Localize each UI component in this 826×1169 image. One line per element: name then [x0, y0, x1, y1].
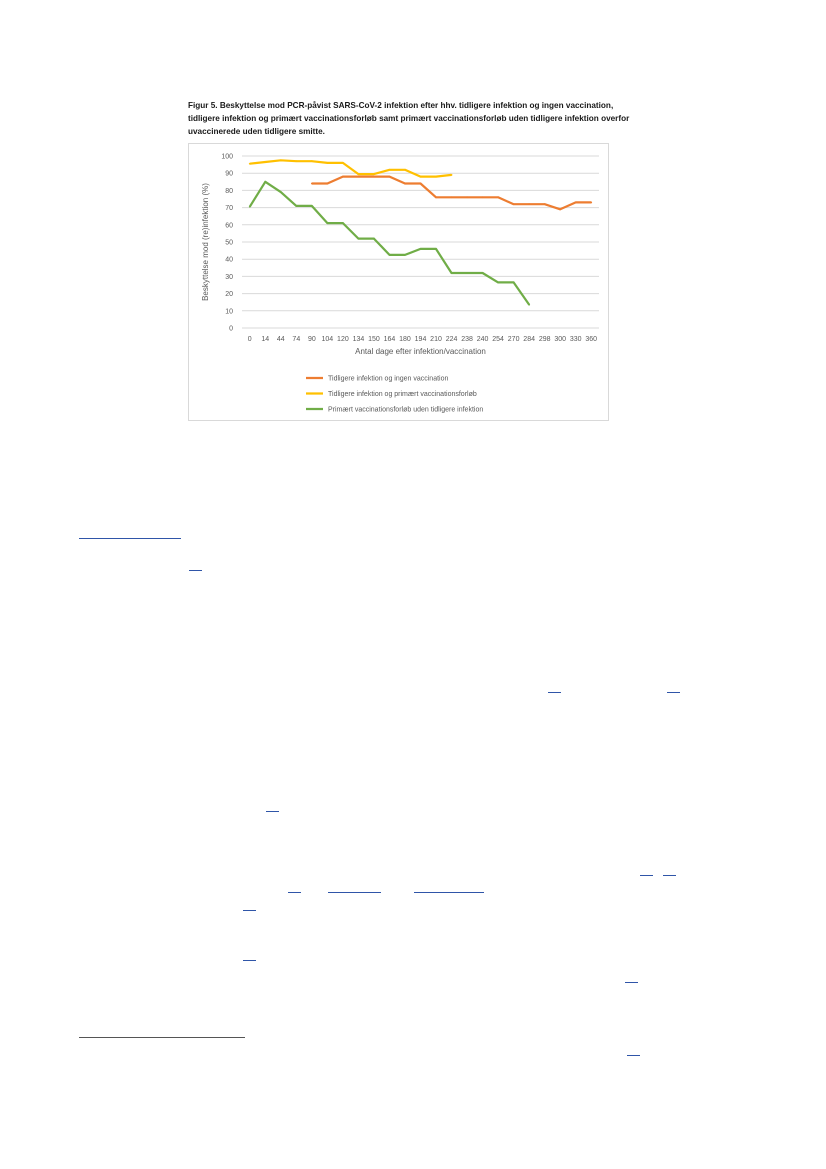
- data-point: [497, 282, 499, 284]
- x-tick-label: 150: [368, 336, 380, 343]
- x-tick-label: 330: [569, 336, 582, 343]
- y-tick-label: 30: [225, 273, 233, 281]
- data-point: [373, 176, 375, 178]
- footnote-ref-link[interactable]: [667, 692, 680, 693]
- x-tick-label: 240: [476, 336, 489, 343]
- data-point: [264, 161, 266, 163]
- data-point: [264, 181, 266, 183]
- data-point: [342, 222, 344, 224]
- x-tick-label: 238: [461, 336, 473, 343]
- series-line-1: [312, 177, 591, 210]
- data-point: [451, 174, 453, 176]
- data-point: [326, 183, 328, 185]
- footnote-ref-link[interactable]: [288, 892, 301, 893]
- data-point: [295, 160, 297, 162]
- data-point: [513, 203, 515, 205]
- data-point: [249, 206, 251, 208]
- data-point: [435, 248, 437, 250]
- data-point: [326, 162, 328, 164]
- footnote-ref-link[interactable]: [640, 875, 653, 876]
- data-point: [280, 159, 282, 161]
- y-tick-label: 100: [221, 153, 233, 161]
- data-point: [389, 254, 391, 256]
- data-point: [497, 196, 499, 198]
- y-tick-label: 50: [225, 239, 233, 247]
- footnote-ref-link[interactable]: [548, 692, 561, 693]
- data-point: [295, 205, 297, 207]
- data-point: [466, 272, 468, 274]
- x-tick-label: 224: [445, 336, 458, 343]
- series-line-3: [250, 182, 529, 305]
- legend-label: Tidligere infektion og ingen vaccination: [328, 375, 449, 383]
- footnote-ref-link[interactable]: [266, 811, 279, 812]
- data-point: [420, 176, 422, 178]
- data-point: [451, 272, 453, 274]
- footnote-ref-link[interactable]: [663, 875, 676, 876]
- y-tick-label: 60: [225, 222, 233, 230]
- data-point: [311, 205, 313, 207]
- data-point: [358, 173, 360, 175]
- data-point: [404, 183, 406, 185]
- x-tick-label: 44: [276, 336, 285, 343]
- link-underline[interactable]: [414, 892, 484, 893]
- x-tick-label: 180: [399, 336, 411, 343]
- data-point: [249, 163, 251, 165]
- caption-line-2: tidligere infektion og primært vaccinationsforløb samt primært vaccinationsforløb uden tidligere infektion overfor: [188, 113, 630, 123]
- data-point: [311, 160, 313, 162]
- y-tick-label: 80: [225, 187, 233, 195]
- y-axis-title: Beskyttelse mod (re)infektion (%): [201, 183, 210, 301]
- figure-caption: [188, 100, 628, 138]
- x-tick-label: 300: [554, 336, 567, 343]
- legend-label: Tidligere infektion og primært vaccinationsforløb: [328, 390, 477, 398]
- x-tick-label: 194: [414, 336, 427, 343]
- y-tick-label: 10: [225, 308, 233, 316]
- y-tick-label: 40: [225, 256, 233, 264]
- y-tick-label: 90: [225, 170, 233, 178]
- x-tick-label: 210: [430, 336, 442, 343]
- caption-line-3: uvaccinerede uden tidligere smitte.: [188, 126, 325, 136]
- data-point: [528, 304, 530, 306]
- x-tick-label: 134: [352, 336, 365, 343]
- data-point: [389, 169, 391, 171]
- data-point: [482, 196, 484, 198]
- data-point: [373, 238, 375, 240]
- x-axis-title: Antal dage efter infektion/vaccination: [355, 347, 486, 356]
- data-point: [342, 176, 344, 178]
- data-point: [373, 173, 375, 175]
- x-tick-label: 90: [307, 336, 316, 343]
- footnote-ref-link[interactable]: [189, 570, 202, 571]
- footnote-ref-link[interactable]: [243, 910, 256, 911]
- x-tick-label: 298: [538, 336, 551, 343]
- data-point: [389, 176, 391, 178]
- data-point: [528, 203, 530, 205]
- data-point: [404, 254, 406, 256]
- x-tick-label: 164: [383, 336, 396, 343]
- data-point: [466, 196, 468, 198]
- footnote-ref-link[interactable]: [625, 982, 638, 983]
- caption-line-1: Figur 5. Beskyttelse mod PCR-påvist SARS-CoV-2 infektion efter hhv. tidligere infektion og ingen vaccination,: [188, 101, 614, 110]
- link-underline[interactable]: [79, 538, 181, 539]
- x-tick-label: 104: [321, 336, 334, 343]
- data-point: [280, 191, 282, 193]
- footnote-ref-link[interactable]: [627, 1055, 640, 1056]
- data-point: [358, 238, 360, 240]
- x-tick-label: 284: [523, 336, 535, 343]
- x-tick-label: 254: [492, 336, 504, 343]
- x-tick-label: 14: [261, 336, 270, 343]
- x-tick-label: 360: [585, 336, 598, 343]
- data-point: [590, 202, 592, 204]
- link-underline[interactable]: [328, 892, 381, 893]
- data-point: [435, 176, 437, 178]
- y-tick-label: 70: [225, 205, 233, 213]
- data-point: [311, 183, 313, 185]
- series-line-2: [250, 160, 452, 176]
- data-point: [420, 248, 422, 250]
- chart-container: [188, 143, 609, 421]
- line-chart: [189, 144, 610, 422]
- data-point: [326, 222, 328, 224]
- legend-label: Primært vaccinationsforløb uden tidligere infektion: [328, 406, 484, 414]
- data-point: [559, 208, 561, 210]
- data-point: [544, 203, 546, 205]
- x-tick-label: 0: [247, 336, 252, 343]
- data-point: [451, 196, 453, 198]
- data-point: [513, 282, 515, 284]
- x-tick-label: 74: [292, 336, 301, 343]
- data-point: [342, 162, 344, 164]
- data-point: [420, 183, 422, 185]
- footnote-ref-link[interactable]: [243, 960, 256, 961]
- x-tick-label: 120: [337, 336, 349, 343]
- data-point: [358, 176, 360, 178]
- data-point: [404, 169, 406, 171]
- footnote-separator: [79, 1037, 245, 1038]
- x-tick-label: 270: [507, 336, 520, 343]
- data-point: [435, 196, 437, 198]
- y-tick-label: 0: [229, 325, 233, 333]
- y-tick-label: 20: [225, 291, 233, 299]
- data-point: [482, 272, 484, 274]
- data-point: [575, 202, 577, 204]
